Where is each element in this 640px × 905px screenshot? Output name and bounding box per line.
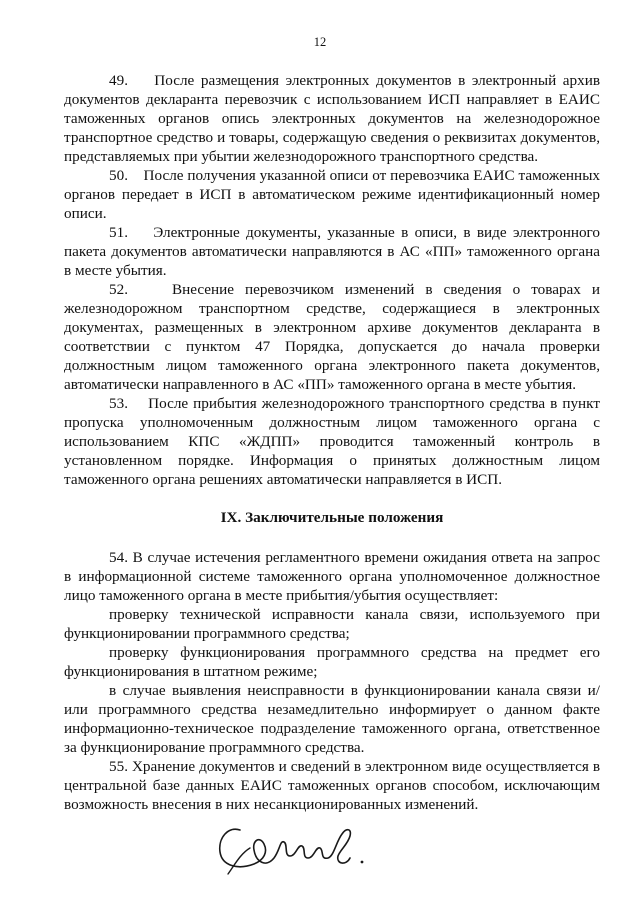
paragraph-50: 50. После получения указанной описи от перевозчика ЕАИС таможенных органов передает в ИСП в автоматическом режиме идентификационный номер описи. xyxy=(64,167,600,222)
list-item-fault-report: в случае выявления неисправности в функционировании канала связи и/или программного средства незамедлительно информирует о данном факте информационно-техническое подразделение таможенного органа, ответственное за функционирование программного средства. xyxy=(64,682,600,756)
section-heading: IX. Заключительные положения xyxy=(220,509,444,526)
paragraph-55: 55. Хранение документов и сведений в электронном виде осуществляется в центральной базе данных ЕАИС таможенных органов способом, исключающим возможность внесения в них несанкционированных изменений. xyxy=(64,758,600,813)
paragraph-49: 49. После размещения электронных документов в электронный архив документов декларанта перевозчик с использованием ИСП направляет в ЕАИС таможенных органов опись электронных документов на железнодорожное транспортное средство и товары, содержащую сведения о реквизитах документов, представляемых при убытии железнодорожного транспортного средства. xyxy=(64,72,600,165)
paragraph-53: 53. После прибытия железнодорожного транспортного средства в пункт пропуска уполномоченным должностным лицом таможенного органа с использованием КПС «ЖДПП» проводится таможенный контроль в установленном порядке. Информация о принятых должностным лицом таможенного органа решениях автоматически направляется в ИСП. xyxy=(64,395,600,488)
paragraph-51: 51. Электронные документы, указанные в описи, в виде электронного пакета документов автоматически направляются в АС «ПП» таможенного органа в месте убытия. xyxy=(64,224,600,279)
paragraph-52: 52. Внесение перевозчиком изменений в сведения о товарах и железнодорожном транспортном средстве, содержащиеся в электронных документах, размещенных в электронном архиве документов декларанта в соответствии с пунктом 47 Порядка, допускается до начала проверки должностным лицом таможенного органа электронного пакета документов, автоматически направленного в АС «ПП» таможенного органа в месте убытия. xyxy=(64,281,600,393)
handwritten-signature xyxy=(210,808,380,878)
list-item-channel-check: проверку технической исправности канала связи, используемого при функционировании программного средства; xyxy=(64,606,600,642)
page-number: 12 xyxy=(313,35,327,49)
document-body xyxy=(64,71,600,814)
paragraph-54: 54. В случае истечения регламентного времени ожидания ответа на запрос в информационной системе таможенного органа уполномоченное должностное лицо таможенного органа в месте прибытия/убытия осуществляет: xyxy=(64,549,600,604)
list-item-software-check: проверку функционирования программного средства на предмет его функционирования в штатном режиме; xyxy=(64,644,600,680)
